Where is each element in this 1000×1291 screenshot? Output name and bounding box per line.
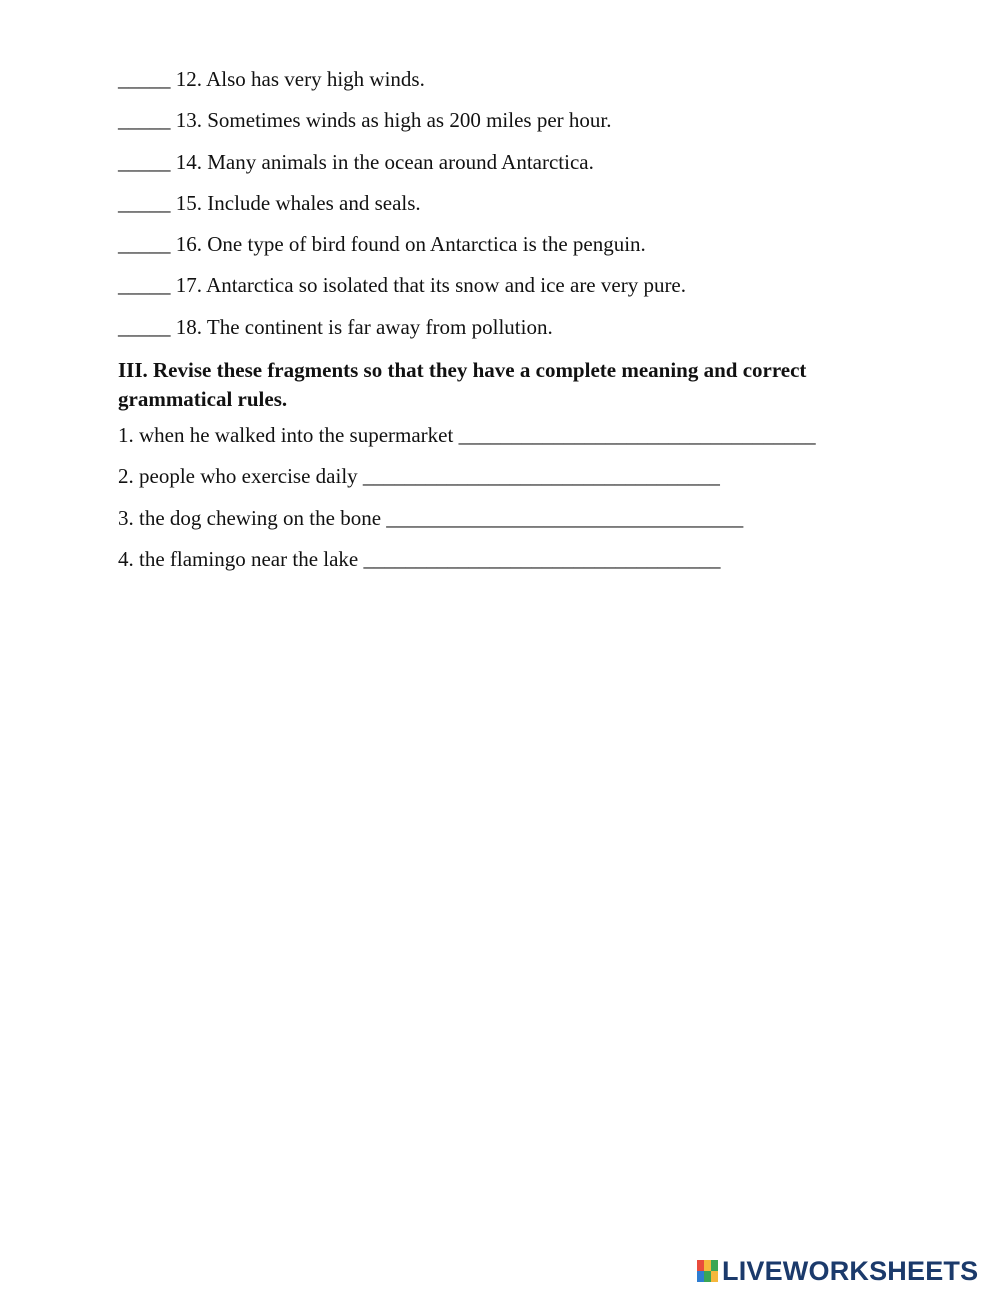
answer-blank[interactable]: _____ [118, 108, 171, 133]
fragment-item-2 [118, 463, 908, 504]
answer-blank[interactable]: _____ [118, 273, 171, 298]
item-text: 18. The continent is far away from pollution. [175, 314, 553, 339]
item-text: 16. One type of bird found on Antarctica is the penguin. [175, 232, 646, 257]
answer-blank[interactable]: __________________________________ [362, 464, 720, 489]
answer-blank[interactable]: __________________________________ [363, 546, 721, 571]
answer-blank[interactable]: _____ [118, 67, 171, 91]
fragment-item-4 [118, 546, 908, 587]
answer-blank[interactable]: __________________________________ [458, 423, 816, 448]
exercise-item-17 [118, 272, 908, 313]
answer-blank[interactable]: __________________________________ [386, 505, 744, 530]
logo-text: LIVEWORKSHEETS [722, 1255, 979, 1286]
answer-blank[interactable]: _____ [118, 314, 171, 339]
answer-blank[interactable]: _____ [118, 190, 171, 215]
worksheet [118, 66, 908, 587]
logo-blocks-icon [697, 1260, 719, 1282]
answer-blank[interactable]: _____ [118, 149, 171, 174]
exercise-item-14 [118, 149, 908, 190]
section-heading: III. Revise these fragments so that they have a complete meaning and correct grammatical rules. [118, 358, 807, 412]
exercise-item-18 [118, 314, 908, 355]
exercise-item-13 [118, 107, 908, 148]
liveworksheets-logo [697, 1257, 978, 1285]
logo-block [697, 1260, 704, 1271]
item-text: 17. Antarctica so isolated that its snow and ice are very pure. [175, 273, 687, 298]
fragment-text: 1. when he walked into the supermarket [118, 423, 454, 448]
item-text: 15. Include whales and seals. [175, 190, 421, 215]
item-text: 13. Sometimes winds as high as 200 miles per hour. [175, 108, 612, 133]
fragment-item-1 [118, 422, 908, 463]
logo-block [711, 1271, 718, 1282]
logo-block [711, 1260, 718, 1271]
item-text: 12. Also has very high winds. [175, 67, 425, 91]
fragment-text: 3. the dog chewing on the bone [118, 505, 382, 530]
exercise-item-16 [118, 231, 908, 272]
logo-block [697, 1271, 704, 1282]
fragment-text: 2. people who exercise daily [118, 464, 358, 489]
fragment-item-3 [118, 505, 908, 546]
item-text: 14. Many animals in the ocean around Antarctica. [175, 149, 594, 174]
logo-block [704, 1271, 711, 1282]
exercise-item-12 [118, 66, 908, 107]
exercise-item-15 [118, 190, 908, 231]
fragment-text: 4. the flamingo near the lake [118, 546, 359, 571]
answer-blank[interactable]: _____ [118, 232, 171, 257]
logo-block [704, 1260, 711, 1271]
